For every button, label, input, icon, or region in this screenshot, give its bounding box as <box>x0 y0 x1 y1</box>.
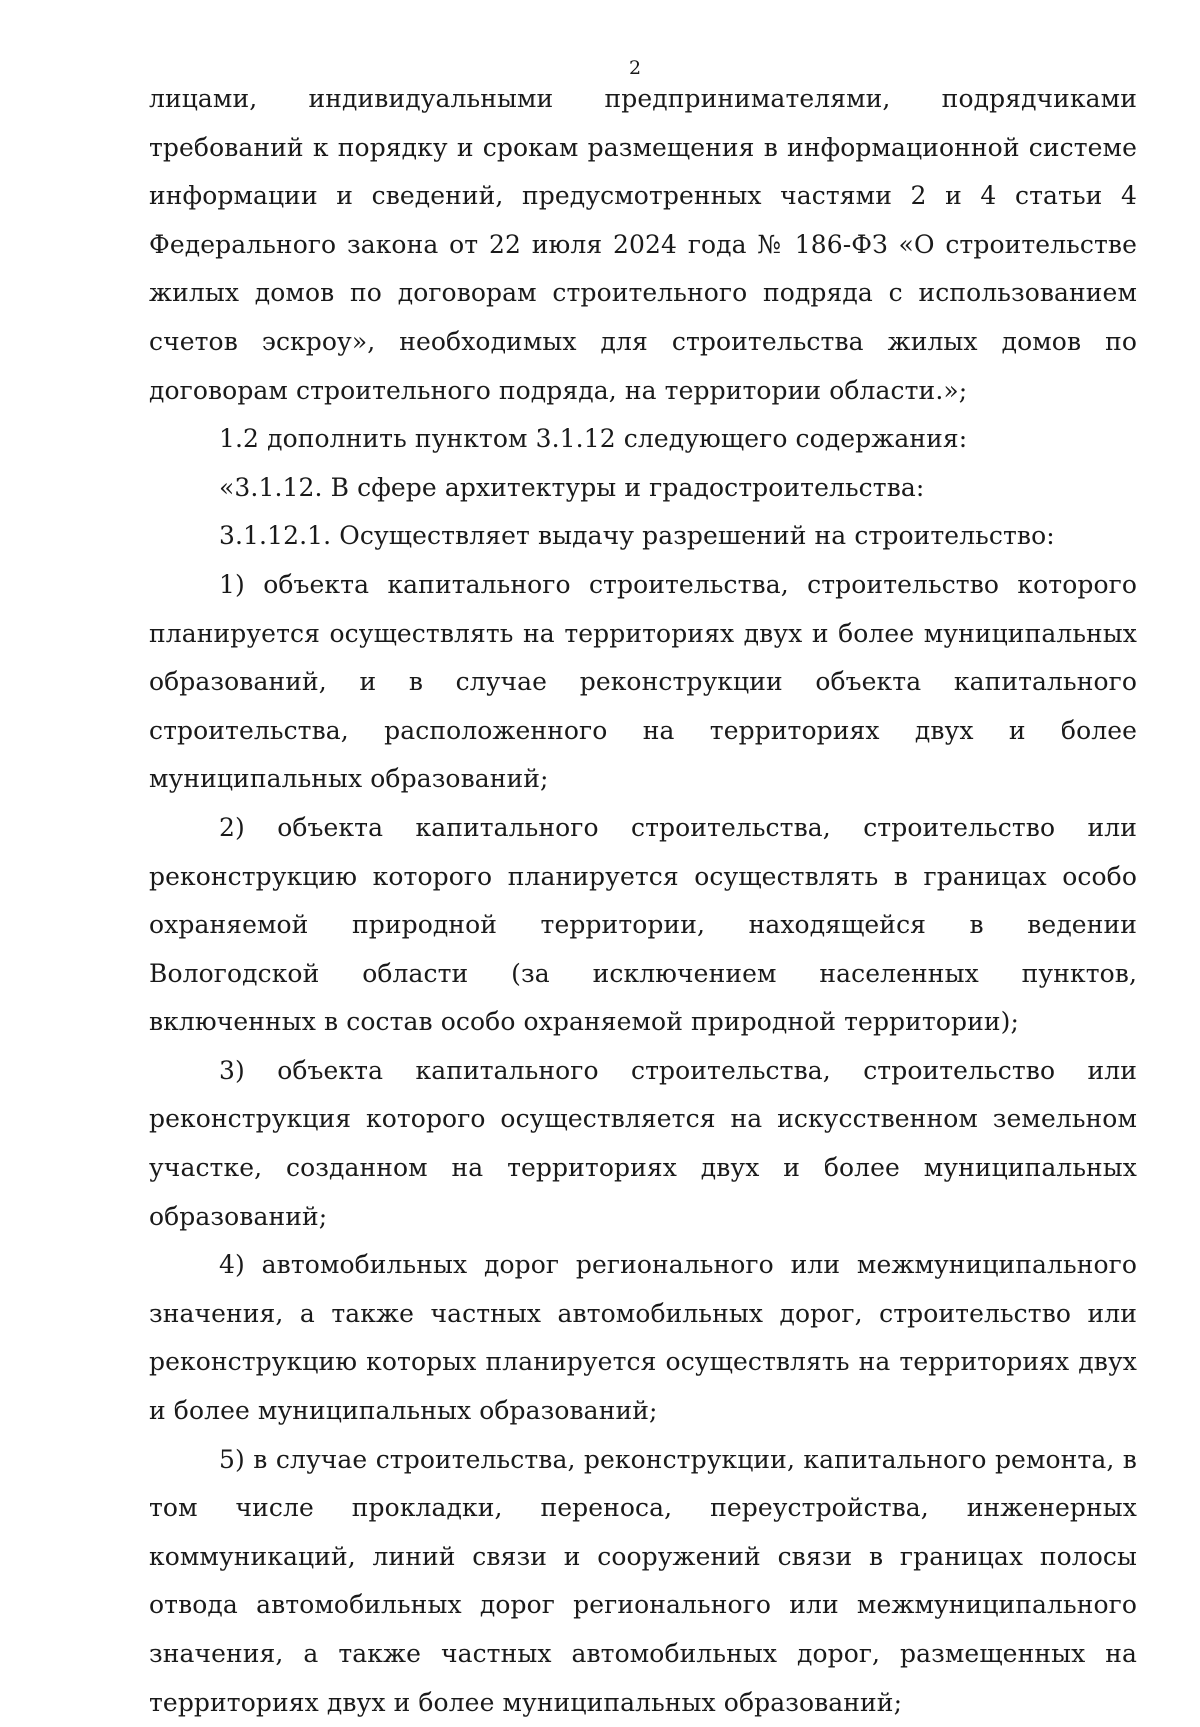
list-item-3: 3) объекта капитального строительства, строительство или реконструкция которого осуществляется на искусственном земельном участке, созданном на территориях двух и более муниципальных образований; <box>149 1055 1137 1231</box>
list-item-5: 5) в случае строительства, реконструкции, капитального ремонта, в том числе прокладки, переноса, переустройства, инженерных коммуникаций, линий связи и сооружений связи в границах полосы отвода автомобильных дорог регионального или межмуниципального значения, а также частных автомобильных дорог, размещенных на территориях двух и более муниципальных образований; <box>149 1444 1137 1717</box>
paragraph-section-3-1-12-1: 3.1.12.1. Осуществляет выдачу разрешений на строительство: <box>219 521 1055 551</box>
list-item-4: 4) автомобильных дорог регионального или межмуниципального значения, а также частных автомобильных дорог, строительство или реконструкцию которых планируется осуществлять на территориях двух и более муниципальных образований; <box>149 1250 1137 1426</box>
list-item-2: 2) объекта капитального строительства, строительство или реконструкцию которого планируется осуществлять в границах особо охраняемой природной территории, находящейся в ведении Вологодской области (за исключением населенных пунктов, включенных в состав особо охраняемой природной территории); <box>149 812 1137 1037</box>
list-item-1: 1) объекта капитального строительства, строительство которого планируется осуществлять на территориях двух и более муниципальных образований, и в случае реконструкции объекта капитального строительства, расположенного на территориях двух и более муниципальных образований; <box>149 569 1137 794</box>
paragraph-section-3-1-12: «3.1.12. В сфере архитектуры и градостроительства: <box>219 472 925 502</box>
document-body <box>149 75 1137 1727</box>
page-number: 2 <box>628 57 642 79</box>
paragraph-amendment-1-2: 1.2 дополнить пунктом 3.1.12 следующего содержания: <box>219 424 968 454</box>
paragraph-continuation: лицами, индивидуальными предпринимателями, подрядчиками требований к порядку и срокам размещения в информационной системе информации и сведений, предусмотренных частями 2 и 4 статьи 4 Федерального закона от 22 июля 2024 года № 186-ФЗ «О строительстве жилых домов по договорам строительного подряда с использованием счетов эскроу», необходимых для строительства жилых домов по договорам строительного подряда, на территории области.»; <box>149 84 1137 405</box>
